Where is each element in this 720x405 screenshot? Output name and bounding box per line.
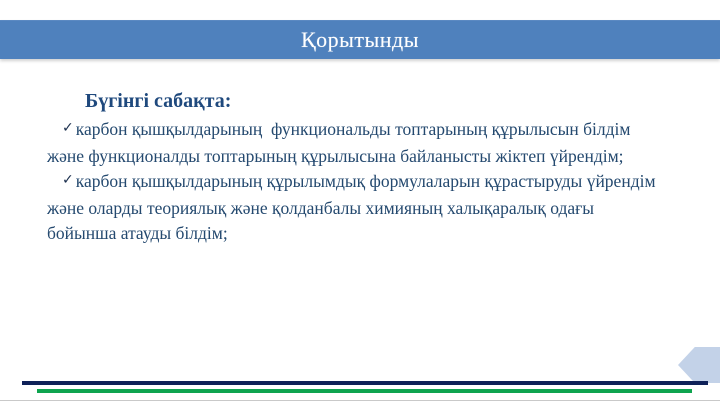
slide-title-bar (0, 20, 720, 59)
navy-divider-line (22, 381, 708, 385)
body-heading: Бүгінгі сабақта: (85, 90, 232, 112)
slide-bottom-border (0, 400, 720, 401)
checkmark-icon: ✓ (62, 172, 74, 188)
slide-body (47, 88, 660, 246)
bullet-text: карбон қышқылдарының құрылымдық формулаларын құрастыруды үйрендім және оларды теориялық және қолданбалы химияның халықаралық одағы бойынша атауды білдім; (47, 171, 660, 243)
hexagon-decoration (678, 347, 720, 383)
bullet-text: карбон қышқылдарының функциональды топтарының құрылысын білдім және функционалды топтарының құрылысына байланысты жіктеп үйрендім; (47, 119, 635, 166)
bullet-item (47, 117, 657, 169)
checkmark-icon: ✓ (62, 120, 74, 136)
slide-title: Қорытынды (300, 27, 420, 52)
bullet-item (47, 169, 660, 246)
green-divider-line (37, 389, 692, 393)
